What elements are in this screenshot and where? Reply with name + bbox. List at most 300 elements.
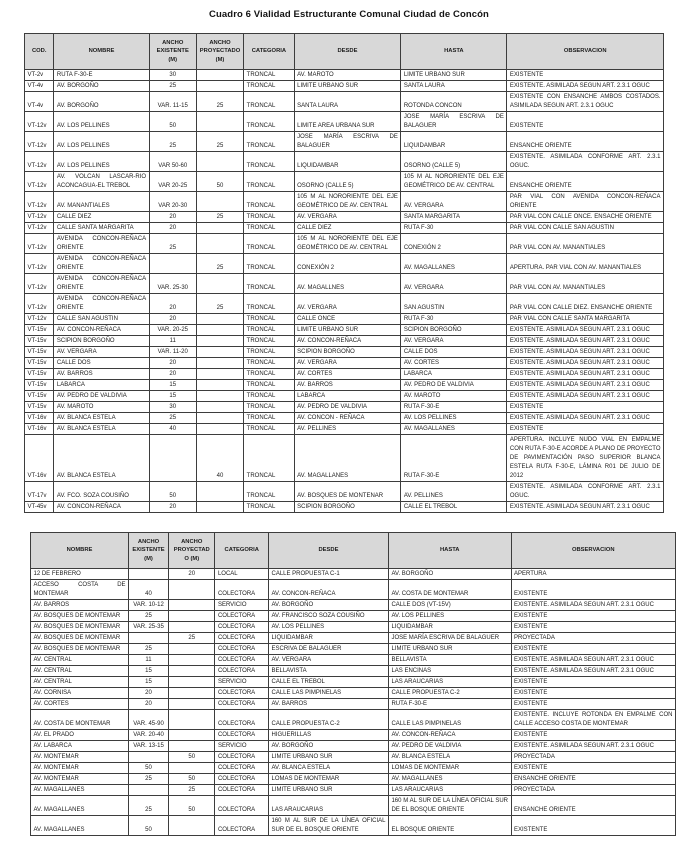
table-row — [31, 622, 676, 633]
table-cell: EXISTENTE — [507, 112, 664, 132]
table-cell: AV. MONTEMAR — [31, 763, 129, 774]
table-cell — [169, 666, 215, 677]
table-row — [31, 752, 676, 763]
column-header: HASTA — [388, 533, 511, 569]
table-row — [25, 336, 664, 347]
table-cell: APERTURA. PAR VIAL CON AV. MANANTIALES — [507, 254, 664, 274]
table-row — [31, 796, 676, 816]
table-cell: 15 — [129, 666, 169, 677]
table-cell: ENSANCHE ORIENTE — [507, 172, 664, 192]
column-header: CATEGORIA — [215, 533, 269, 569]
table-cell: VT-12v — [25, 314, 54, 325]
table-cell: COLECTORA — [215, 644, 269, 655]
table-cell: TRONCAL — [244, 358, 294, 369]
table-cell: VT-15v — [25, 347, 54, 358]
table-cell: TRONCAL — [244, 294, 294, 314]
table-cell: 50 — [196, 172, 243, 192]
table-cell: 25 — [196, 132, 243, 152]
table-cell: VT-12v — [25, 223, 54, 234]
table-cell: VT-12v — [25, 294, 54, 314]
table-cell: SERVICIO — [215, 600, 269, 611]
table-cell: AV. CONCON-REÑACA — [388, 730, 511, 741]
table-cell: AV. MANANTIALES — [54, 192, 149, 212]
table-cell: SANTA LAURA — [294, 92, 401, 112]
table-row — [25, 325, 664, 336]
table-row — [25, 294, 664, 314]
table-cell: LIMITE URBANO SUR — [388, 644, 511, 655]
table-row — [31, 785, 676, 796]
table-row — [25, 132, 664, 152]
table-cell: 25 — [196, 254, 243, 274]
table-cell: AV. CENTRAL — [31, 677, 129, 688]
table-row — [25, 402, 664, 413]
table-cell: VAR. 20-40 — [129, 730, 169, 741]
table-cell: 20 — [149, 314, 196, 325]
table-cell: EXISTENTE. ASIMILADA SEGUN ART. 2.3.1 OGUC — [507, 325, 664, 336]
table-cell: 20 — [129, 699, 169, 710]
column-header: DESDE — [294, 34, 401, 70]
table-cell: AV. COSTA DE MONTEMAR — [388, 580, 511, 600]
table-row — [31, 677, 676, 688]
table-cell: 25 — [129, 644, 169, 655]
table-cell: VAR. 20-25 — [149, 325, 196, 336]
table-cell: EXISTENTE. ASIMILADA SEGUN ART. 2.3.1 OGUC — [507, 358, 664, 369]
table-cell: CALLE DOS — [401, 347, 507, 358]
troncal-table-body — [25, 70, 664, 513]
table-cell: AV. BLANCA ESTELA — [388, 752, 511, 763]
table-cell: AV. MAROTO — [401, 391, 507, 402]
table-cell: SANTA MARGARITA — [401, 212, 507, 223]
table-cell: AV. PELLINES — [294, 424, 401, 435]
table-cell: EXISTENTE — [511, 580, 676, 600]
table-cell: COLECTORA — [215, 710, 269, 730]
table-cell: 25 — [129, 774, 169, 785]
table-cell: EXISTENTE. ASIMILADA CONFORME ART. 2.3.1 OGUC. — [507, 152, 664, 172]
table-cell: AVENIDA CONCON-REÑACA ORIENTE — [54, 254, 149, 274]
table-row — [25, 424, 664, 435]
table-cell: VT-4v — [25, 81, 54, 92]
table-cell: EXISTENTE. ASIMILADA SEGUN ART. 2.3.1 OGUC — [511, 666, 676, 677]
column-header: ANCHO EXISTENTE (M) — [149, 34, 196, 70]
table-cell: 20 — [149, 369, 196, 380]
table-cell: LAS ARAUCARIAS — [268, 796, 388, 816]
table-row — [31, 580, 676, 600]
table-cell: VT-2v — [25, 70, 54, 81]
table-cell: AV. CENTRAL — [31, 666, 129, 677]
table-cell: LOMAS DE MONTEMAR — [268, 774, 388, 785]
table-cell: HIGUERILLAS — [268, 730, 388, 741]
table-cell: RUTA F-30-E — [388, 699, 511, 710]
table-cell: LIQUIDAMBAR — [268, 633, 388, 644]
table-cell: AV. EL PRADO — [31, 730, 129, 741]
table-cell: AV. LOS PELLINES — [54, 132, 149, 152]
table-cell: SAN AGUSTIN — [401, 294, 507, 314]
table-cell: EXISTENTE — [511, 688, 676, 699]
table-cell: PAR VIAL CON CALLE SANTA MARGARITA — [507, 314, 664, 325]
table-cell: 25 — [129, 611, 169, 622]
page-title: Cuadro 6 Vialidad Estructurante Comunal Ciudad de Concón — [209, 9, 489, 20]
table-cell — [196, 70, 243, 81]
table-cell: CALLE DIEZ — [294, 223, 401, 234]
table-cell — [196, 369, 243, 380]
table-cell — [129, 752, 169, 763]
table-cell — [196, 402, 243, 413]
table-cell: CALLE PROPUESTA C-2 — [268, 710, 388, 730]
table-cell: 11 — [129, 655, 169, 666]
table-cell: TRONCAL — [244, 402, 294, 413]
table-cell: EXISTENTE. ASIMILADA SEGUN ART. 2.3.1 OGUC — [507, 502, 664, 513]
table-cell — [196, 152, 243, 172]
table-cell: VT-12v — [25, 274, 54, 294]
table-cell: VAR. 25-35 — [129, 622, 169, 633]
table-cell: TRONCAL — [244, 435, 294, 482]
table-cell — [149, 254, 196, 274]
table-cell: AV. BORGOÑO — [268, 600, 388, 611]
table-cell: CALLE EL TREBOL — [401, 502, 507, 513]
table-cell: 50 — [129, 816, 169, 836]
table-cell: APERTURA — [511, 569, 676, 580]
table-cell: SERVICIO — [215, 741, 269, 752]
table-row — [31, 655, 676, 666]
table-cell: 25 — [149, 413, 196, 424]
table-cell: VT-15v — [25, 402, 54, 413]
table-cell: 105 M AL NORORIENTE DEL EJE GEOMÉTRICO DE AV. CENTRAL — [294, 234, 401, 254]
table-cell: CALLE PROPUESTA C-1 — [268, 569, 388, 580]
table-cell: PAR VIAL CON CALLE DIEZ. ENSANCHE ORIENTE — [507, 294, 664, 314]
table-cell — [169, 611, 215, 622]
table-cell: PAR VIAL CON CALLE SAN AGUSTIN — [507, 223, 664, 234]
table-cell: RUTA F-30 — [401, 223, 507, 234]
table-cell: ESCRIVA DE BALAGUER — [268, 644, 388, 655]
table-cell: 20 — [149, 223, 196, 234]
table-cell: AV. LOS PELLINES — [54, 152, 149, 172]
table-cell: EXISTENTE CON ENSANCHE AMBOS COSTADOS. ASIMILADA SEGUN ART. 2.3.1 OGUC — [507, 92, 664, 112]
table-cell: AV. CORTES — [401, 358, 507, 369]
table-cell: 160 M AL SUR DE LA LÍNEA OFICIAL SUR DE EL BOSQUE ORIENTE — [388, 796, 511, 816]
table-cell: CALLE DIEZ — [54, 212, 149, 223]
table-cell: EXISTENTE. ASIMILADA SEGUN ART. 2.3.1 OGUC — [507, 369, 664, 380]
table-cell: PAR VIAL CON AVENIDA CONCON-REÑACA ORIENTE — [507, 192, 664, 212]
table-row — [31, 633, 676, 644]
table-cell: AV. LABARCA — [31, 741, 129, 752]
table-cell: AV. VERGARA — [401, 192, 507, 212]
table-cell: AV. LOS PELLINES — [268, 622, 388, 633]
table-cell: ENSANCHE ORIENTE — [511, 774, 676, 785]
table-cell: AV. MAGALLANES — [31, 816, 129, 836]
column-header: DESDE — [268, 533, 388, 569]
table-cell: LAS ARAUCARIAS — [388, 785, 511, 796]
table-cell: VAR 20-30 — [149, 192, 196, 212]
column-header: NOMBRE — [31, 533, 129, 569]
table-cell: VT-15v — [25, 336, 54, 347]
table-cell: EXISTENTE — [511, 677, 676, 688]
table-cell: PROYECTADA — [511, 752, 676, 763]
table-cell: COLECTORA — [215, 730, 269, 741]
table-cell: VT-12v — [25, 152, 54, 172]
table-cell: RUTA F-30 — [401, 314, 507, 325]
table-cell — [169, 600, 215, 611]
table-cell: AV. CORTES — [294, 369, 401, 380]
table-cell: VT-16v — [25, 413, 54, 424]
table-row — [25, 274, 664, 294]
table-cell: COLECTORA — [215, 752, 269, 763]
header-row — [25, 34, 664, 70]
table-cell: OSORNO (CALLE 5) — [401, 152, 507, 172]
table-cell — [169, 816, 215, 836]
table-cell: VT-15v — [25, 369, 54, 380]
table-cell: AV. PEDRO DE VALDIVIA — [388, 741, 511, 752]
column-header: ANCHO EXISTENTE (M) — [129, 533, 169, 569]
table-cell: TRONCAL — [244, 234, 294, 254]
table-row — [25, 152, 664, 172]
table-cell: 40 — [149, 424, 196, 435]
table-cell: EXISTENTE — [511, 816, 676, 836]
table-cell — [196, 314, 243, 325]
table-cell: 50 — [149, 482, 196, 502]
table-cell — [129, 569, 169, 580]
table-cell: AV. BOSQUES DE MONTEMAR — [31, 622, 129, 633]
table-cell: VAR. 11-15 — [149, 92, 196, 112]
table-cell — [196, 413, 243, 424]
table-cell — [169, 730, 215, 741]
table-cell: AV. VERGARA — [401, 274, 507, 294]
colectora-roads-table — [30, 532, 676, 836]
table-cell: CALLE LAS PIMPINELAS — [388, 710, 511, 730]
table-cell: VT-12v — [25, 132, 54, 152]
table-cell: 50 — [129, 763, 169, 774]
table-cell: SCIPION BORGOÑO — [294, 502, 401, 513]
table-cell: AV. BORGOÑO — [54, 81, 149, 92]
table-cell: AV. BOSQUES DE MONTEMAR — [31, 633, 129, 644]
table-cell — [169, 655, 215, 666]
table-cell: VT-16v — [25, 435, 54, 482]
table-cell — [196, 358, 243, 369]
table-cell: VT-15v — [25, 391, 54, 402]
table-cell: 160 M AL SUR DE LA LÍNEA OFICIAL SUR DE EL BOSQUE ORIENTE — [268, 816, 388, 836]
table-cell: AV. BORGOÑO — [388, 569, 511, 580]
column-header: COD. — [25, 34, 54, 70]
table-row — [31, 644, 676, 655]
table-cell: AV. MAGALLANES — [31, 785, 129, 796]
table-row — [25, 413, 664, 424]
table-cell: 20 — [129, 688, 169, 699]
table-cell: ROTONDA CONCON — [401, 92, 507, 112]
table-cell: CONEXIÓN 2 — [294, 254, 401, 274]
table-cell: LIMITE URBANO SUR — [294, 81, 401, 92]
table-cell: VAR. 11-20 — [149, 347, 196, 358]
table-cell: AV. CONCON-REÑACA — [54, 502, 149, 513]
table-cell: EXISTENTE. ASIMILADA SEGUN ART. 2.3.1 OGUC — [507, 81, 664, 92]
table-cell: CALLE SANTA MARGARITA — [54, 223, 149, 234]
table-cell: TRONCAL — [244, 502, 294, 513]
table-row — [25, 112, 664, 132]
table-cell: VT-12v — [25, 212, 54, 223]
table-cell — [169, 741, 215, 752]
table-row — [25, 212, 664, 223]
table-cell: EXISTENTE. ASIMILADA SEGUN ART. 2.3.1 OGUC — [511, 600, 676, 611]
table-cell: 25 — [169, 633, 215, 644]
table-cell: COLECTORA — [215, 785, 269, 796]
table-cell: 25 — [129, 796, 169, 816]
table-cell: AV. FCO. SOZA COUSIÑO — [54, 482, 149, 502]
table-cell: 30 — [149, 70, 196, 81]
table-cell: TRONCAL — [244, 336, 294, 347]
table-cell: VAR 50-60 — [149, 152, 196, 172]
table-cell: AV. PELLINES — [401, 482, 507, 502]
table-cell: AV. BARROS — [31, 600, 129, 611]
table-row — [25, 347, 664, 358]
table-cell: PAR VIAL CON CALLE ONCE. ENSACHE ORIENTE — [507, 212, 664, 223]
table-cell: TRONCAL — [244, 172, 294, 192]
table-cell: EXISTENTE. ASIMILADA CONFORME ART. 2.3.1 OGUC. — [507, 482, 664, 502]
table-cell: COLECTORA — [215, 622, 269, 633]
table-cell: AV. CORNISA — [31, 688, 129, 699]
column-header: OBSERVACION — [507, 34, 664, 70]
table-cell: AV. LOS PELLINES — [388, 611, 511, 622]
table-cell: LOCAL — [215, 569, 269, 580]
table-cell: VT-15v — [25, 358, 54, 369]
table-cell: SCIPION BORGOÑO — [401, 325, 507, 336]
table-cell: TRONCAL — [244, 274, 294, 294]
table-cell: CALLE DOS — [54, 358, 149, 369]
table-row — [31, 741, 676, 752]
table-cell: AV. CONCON-REÑACA — [54, 325, 149, 336]
table-cell: 50 — [169, 796, 215, 816]
table-cell: AV. BARROS — [54, 369, 149, 380]
table-cell: AV. MAGALLANES — [401, 254, 507, 274]
table-cell: COLECTORA — [215, 763, 269, 774]
table-row — [25, 223, 664, 234]
table-cell: 20 — [149, 294, 196, 314]
table-row — [31, 816, 676, 836]
table-cell: AV. BORGOÑO — [54, 92, 149, 112]
table-cell: 50 — [169, 774, 215, 785]
table-cell: LABARCA — [401, 369, 507, 380]
table-cell: LIMITE URBANO SUR — [294, 325, 401, 336]
table-cell: TRONCAL — [244, 347, 294, 358]
table-cell: 15 — [149, 391, 196, 402]
table-cell: AV. MAGALLANES — [294, 435, 401, 482]
table-row — [25, 81, 664, 92]
table-row — [25, 92, 664, 112]
table-row — [25, 70, 664, 81]
table-cell: 20 — [149, 358, 196, 369]
table-cell: 20 — [169, 569, 215, 580]
column-header: CATEGORIA — [244, 34, 294, 70]
table-cell: EXISTENTE. ASIMILADA SEGUN ART. 2.3.1 OGUC — [507, 336, 664, 347]
table-cell — [196, 347, 243, 358]
table-cell: COLECTORA — [215, 796, 269, 816]
table-cell: BELLAVISTA — [268, 666, 388, 677]
table-cell: AV. BLANCA ESTELA — [54, 435, 149, 482]
column-header: ANCHO PROYECTADO (M) — [196, 34, 243, 70]
table-cell: LIMITE URBANO SUR — [268, 785, 388, 796]
table-cell: EXISTENTE. ASIMILADA SEGUN ART. 2.3.1 OGUC — [511, 655, 676, 666]
table-cell: PAR VIAL CON AV. MANANTIALES — [507, 274, 664, 294]
table-cell — [169, 763, 215, 774]
table-cell — [196, 234, 243, 254]
table-cell: AV. VERGARA — [294, 212, 401, 223]
table-cell: AV. BOSQUES DE MONTEMAR — [31, 611, 129, 622]
column-header: HASTA — [401, 34, 507, 70]
table-cell: JOSE MARÍA ESCRIVA DE BALAGUER — [401, 112, 507, 132]
table-cell: VT-4v — [25, 92, 54, 112]
table-cell: COLECTORA — [215, 655, 269, 666]
table-cell: ENSANCHE ORIENTE — [511, 796, 676, 816]
table-cell: TRONCAL — [244, 212, 294, 223]
table-cell: AV. VERGARA — [268, 655, 388, 666]
table-cell: AV. FRANCISCO SOZA COUSIÑO — [268, 611, 388, 622]
table-cell — [196, 192, 243, 212]
table-cell: CONEXIÓN 2 — [401, 234, 507, 254]
table-cell: LAS ENCINAS — [388, 666, 511, 677]
table-cell: 20 — [149, 502, 196, 513]
table-cell: TRONCAL — [244, 81, 294, 92]
table-cell: TRONCAL — [244, 92, 294, 112]
table-cell — [196, 380, 243, 391]
table-cell: AV. BARROS — [294, 380, 401, 391]
table-cell: LOMAS DE MONTEMAR — [388, 763, 511, 774]
table-cell: AV. VERGARA — [294, 294, 401, 314]
table-cell: LIMITE URBANO SUR — [268, 752, 388, 763]
table-cell — [196, 274, 243, 294]
table-row — [25, 391, 664, 402]
table-row — [31, 611, 676, 622]
table-cell: AV. PEDRO DE VALDIVIA — [401, 380, 507, 391]
table-cell: AV. LOS PELLINES — [401, 413, 507, 424]
table-cell: OSORNO (CALLE 5) — [294, 172, 401, 192]
table-cell: TRONCAL — [244, 391, 294, 402]
table-cell: CALLE SAN AGUSTIN — [54, 314, 149, 325]
table-cell: VT-16v — [25, 424, 54, 435]
table-cell: COLECTORA — [215, 611, 269, 622]
table-cell: ENSANCHE ORIENTE — [507, 132, 664, 152]
table-row — [31, 730, 676, 741]
table-cell: EXISTENTE — [511, 699, 676, 710]
table-cell: TRONCAL — [244, 413, 294, 424]
table-cell: CALLE ONCE — [294, 314, 401, 325]
table-cell: TRONCAL — [244, 482, 294, 502]
table-cell — [196, 482, 243, 502]
table-cell: EXISTENTE — [511, 611, 676, 622]
table-cell: TRONCAL — [244, 369, 294, 380]
table-cell: EXISTENTE — [511, 763, 676, 774]
table-row — [31, 666, 676, 677]
table-cell: EXISTENTE. ASIMILADA SEGUN ART. 2.3.1 OGUC — [507, 413, 664, 424]
table-cell: 15 — [129, 677, 169, 688]
table-cell: AV. MAROTO — [54, 402, 149, 413]
table-row — [25, 358, 664, 369]
table-cell: VT-12v — [25, 254, 54, 274]
table-row — [25, 502, 664, 513]
table-cell: VT-15v — [25, 380, 54, 391]
table-cell: TRONCAL — [244, 70, 294, 81]
table-cell: AVENIDA CONCON-REÑACA ORIENTE — [54, 234, 149, 254]
table-cell: PROYECTADA — [511, 785, 676, 796]
table-cell: VT-15v — [25, 325, 54, 336]
table-cell: VT-12v — [25, 234, 54, 254]
table-cell: 15 — [149, 380, 196, 391]
table-cell: AV. CENTRAL — [31, 655, 129, 666]
table-cell — [169, 622, 215, 633]
table-cell — [196, 223, 243, 234]
table-cell: LIMITE AREA URBANA SUR — [294, 112, 401, 132]
table-cell: AV. VERGARA — [294, 358, 401, 369]
table-cell: RUTA F-30-E — [401, 435, 507, 482]
table-cell: AV. BORGOÑO — [268, 741, 388, 752]
table-cell: AV. BLANCA ESTELA — [54, 413, 149, 424]
table-cell: AV. MONTEMAR — [31, 752, 129, 763]
